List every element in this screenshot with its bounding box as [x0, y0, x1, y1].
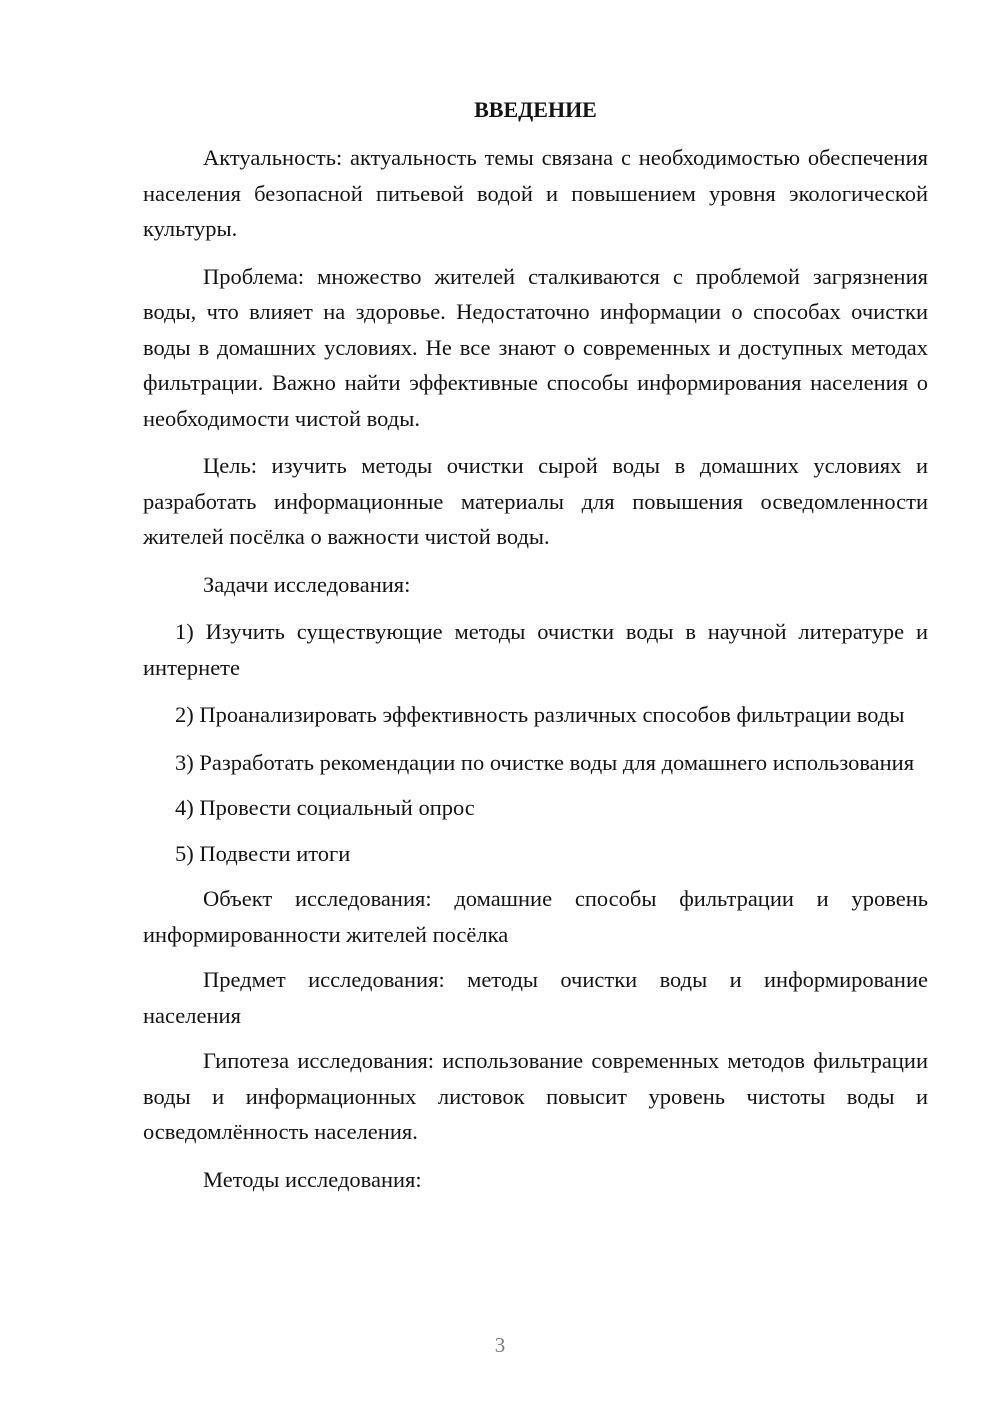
tasks-heading: Задачи исследования:: [203, 571, 411, 597]
object-paragraph: Объект исследования: домашние способы фильтрации и уровень информированности жителей посёлка: [143, 886, 928, 947]
task-item-2: 2) Проанализировать эффективность различных способов фильтрации воды: [175, 702, 905, 727]
task-item-5: 5) Подвести итоги: [175, 840, 351, 866]
goal-paragraph: Цель: изучить методы очистки сырой воды в домашних условиях и разработать информационные материалы для повышения осведомленности жителей посёлка о важности чистой воды.: [143, 453, 928, 549]
document-page: [143, 92, 928, 1197]
task-item-3: 3) Разработать рекомендации по очистке воды для домашнего использования: [175, 749, 915, 775]
page-number: 3: [494, 1333, 506, 1357]
relevance-paragraph: Актуальность: актуальность темы связана с необходимостью обеспечения населения безопасной питьевой водой и повышением уровня экологической культуры.: [143, 145, 928, 241]
document-title: ВВЕДЕНИЕ: [474, 97, 597, 122]
task-item-4: 4) Провести социальный опрос: [175, 795, 475, 820]
subject-paragraph: Предмет исследования: методы очистки воды и информирование населения: [143, 967, 928, 1028]
methods-heading: Методы исследования:: [203, 1166, 422, 1192]
problem-paragraph: Проблема: множество жителей сталкиваются с проблемой загрязнения воды, что влияет на здоровье. Недостаточно информации о способах очистки воды в домашних условиях. Не все знают о современных и доступных методах фильтрации. Важно найти эффективные способы информирования населения о необходимости чистой воды.: [143, 263, 928, 431]
task-item-1: 1) Изучить существующие методы очистки воды в научной литературе и интернете: [143, 619, 928, 680]
hypothesis-paragraph: Гипотеза исследования: использование современных методов фильтрации воды и информационных листовок повысит уровень чистоты воды и осведомлённость населения.: [143, 1048, 928, 1144]
